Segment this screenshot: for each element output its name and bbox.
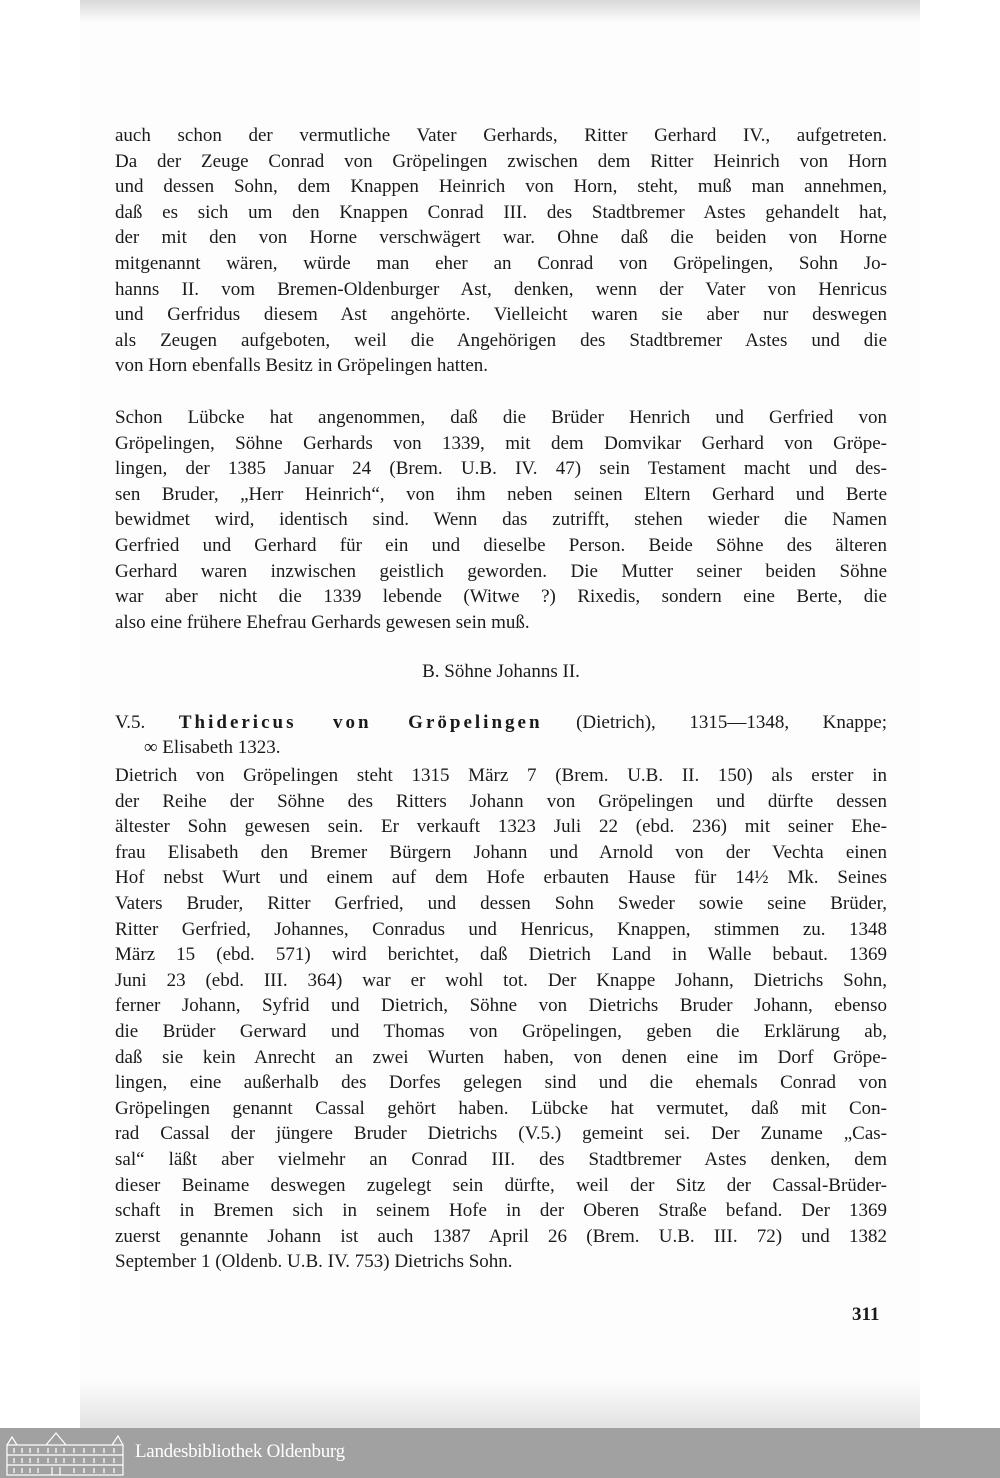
page-number: 311 (852, 1304, 880, 1325)
text-line: der mit den von Horne verschwägert war. Ohne daß die beiden von Horne (115, 227, 887, 249)
text-line: Schon Lübcke hat angenommen, daß die Brüder Henrich und Gerfried von (115, 407, 887, 428)
text-line: Da der Zeuge Conrad von Gröpelingen zwischen dem Ritter Heinrich von Horn (115, 150, 887, 172)
library-name: Landesbibliothek Oldenburg (135, 1441, 345, 1462)
text-line: als Zeugen aufgeboten, weil die Angehörigen des Stadtbremer Astes und die (115, 329, 887, 351)
text-line: dieser Beiname deswegen zugelegt sein dürfte, weil der Sitz der Cassal-Brüder- (115, 1174, 887, 1196)
text-line: war aber nicht die 1339 lebende (Witwe ?) Rixedis, sondern eine Berte, die (115, 586, 887, 608)
text-line: also eine frühere Ehefrau Gerhards gewesen sein muß. (115, 611, 530, 633)
text-line: und dessen Sohn, dem Knappen Heinrich von Horn, steht, muß man annehmen, (115, 176, 887, 198)
text-line: sal“ läßt aber vielmehr an Conrad III. des Stadtbremer Astes denken, dem (115, 1149, 887, 1170)
scan-edge-bottom (80, 1380, 920, 1428)
text-line: September 1 (Oldenb. U.B. IV. 753) Dietrichs Sohn. (115, 1251, 513, 1273)
entry-marriage: ∞ Elisabeth 1323. (144, 737, 281, 758)
text-line: ferner Johann, Syfrid und Dietrich, Söhne von Dietrichs Bruder Johann, ebenso (115, 995, 887, 1017)
text-line: März 15 (ebd. 571) wird berichtet, daß Dietrich Land in Walle bebaut. 1369 (115, 944, 887, 966)
text-line: Juni 23 (ebd. III. 364) war er wohl tot. Der Knappe Johann, Dietrichs Sohn, (115, 969, 887, 991)
text-line: Gerfried und Gerhard für ein und dieselbe Person. Beide Söhne des älteren (115, 535, 887, 556)
text-line: Gröpelingen, Söhne Gerhards von 1339, mit dem Domvikar Gerhard von Gröpe- (115, 432, 887, 454)
text-line: Dietrich von Gröpelingen steht 1315 März 7 (Brem. U.B. II. 150) als erster in (115, 765, 887, 786)
text-line: zuerst genannte Johann ist auch 1387 April 26 (Brem. U.B. III. 72) und 1382 (115, 1225, 887, 1247)
text-line: bewidmet wird, identisch sind. Wenn das zutrifft, stehen wieder die Namen (115, 509, 887, 531)
text-line: der Reihe der Söhne des Ritters Johann von Gröpelingen und dürfte dessen (115, 790, 887, 812)
footer-bar (0, 1428, 1000, 1478)
text-line: hanns II. vom Bremen-Oldenburger Ast, denken, wenn der Vater von Henricus (115, 278, 887, 300)
text-line: schaft in Bremen sich in seinem Hofe in der Oberen Straße befand. Der 1369 (115, 1200, 887, 1222)
text-line: Gröpelingen genannt Cassal gehört haben. Lübcke hat vermutet, daß mit Con- (115, 1097, 887, 1119)
text-line: mitgenannt wären, würde man eher an Conrad von Gröpelingen, Sohn Jo- (115, 253, 887, 274)
entry-details: (Dietrich), 1315—1348, Knappe; (576, 712, 888, 733)
text-line: von Horn ebenfalls Besitz in Gröpelingen hatten. (115, 355, 489, 377)
text-line: rad Cassal der jüngere Bruder Dietrichs (V.5.) gemeint sei. Der Zuname „Cas- (115, 1123, 887, 1145)
text-line: frau Elisabeth den Bremer Bürgern Johann und Arnold von der Vechta einen (115, 841, 887, 863)
text-line: Vaters Bruder, Ritter Gerfried, und dessen Sohn Sweder sowie seine Brüder, (115, 893, 887, 914)
text-line: Ritter Gerfried, Johannes, Conradus und Henricus, Knappen, stimmen zu. 1348 (115, 918, 887, 940)
text-line: sen Bruder, „Herr Heinrich“, von ihm neben seinen Eltern Gerhard und Berte (115, 483, 887, 505)
section-heading: B. Söhne Johanns II. (422, 661, 580, 682)
text-line: ältester Sohn gewesen sein. Er verkauft 1323 Juli 22 (ebd. 236) mit seiner Ehe- (115, 816, 887, 838)
entry-heading (115, 711, 887, 735)
text-line: daß es sich um den Knappen Conrad III. des Stadtbremer Astes gehandelt hat, (115, 201, 887, 223)
entry-number: V.5. (115, 712, 146, 733)
scan-edge-top (80, 0, 920, 22)
text-line: lingen, eine außerhalb des Dorfes gelegen sind und die ehemals Conrad von (115, 1072, 887, 1094)
text-line: daß sie kein Anrecht an zwei Wurten haben, von denen eine im Dorf Gröpe- (115, 1046, 887, 1068)
text-line: lingen, der 1385 Januar 24 (Brem. U.B. IV. 47) sein Testament macht und des- (115, 458, 887, 480)
text-line: Hof nebst Wurt und einem auf dem Hofe erbauten Hause für 14½ Mk. Seines (115, 867, 887, 889)
text-line: auch schon der vermutliche Vater Gerhards, Ritter Gerhard IV., aufgetreten. (115, 125, 887, 146)
text-line: Gerhard waren inzwischen geistlich geworden. Die Mutter seiner beiden Söhne (115, 560, 887, 582)
library-building-icon (4, 1431, 126, 1476)
text-line: die Brüder Gerward und Thomas von Gröpelingen, geben die Erklärung ab, (115, 1021, 887, 1042)
entry-name: Thidericus von Gröpelingen (178, 712, 543, 733)
text-line: und Gerfridus diesem Ast angehörte. Vielleicht waren sie aber nur deswegen (115, 304, 887, 326)
